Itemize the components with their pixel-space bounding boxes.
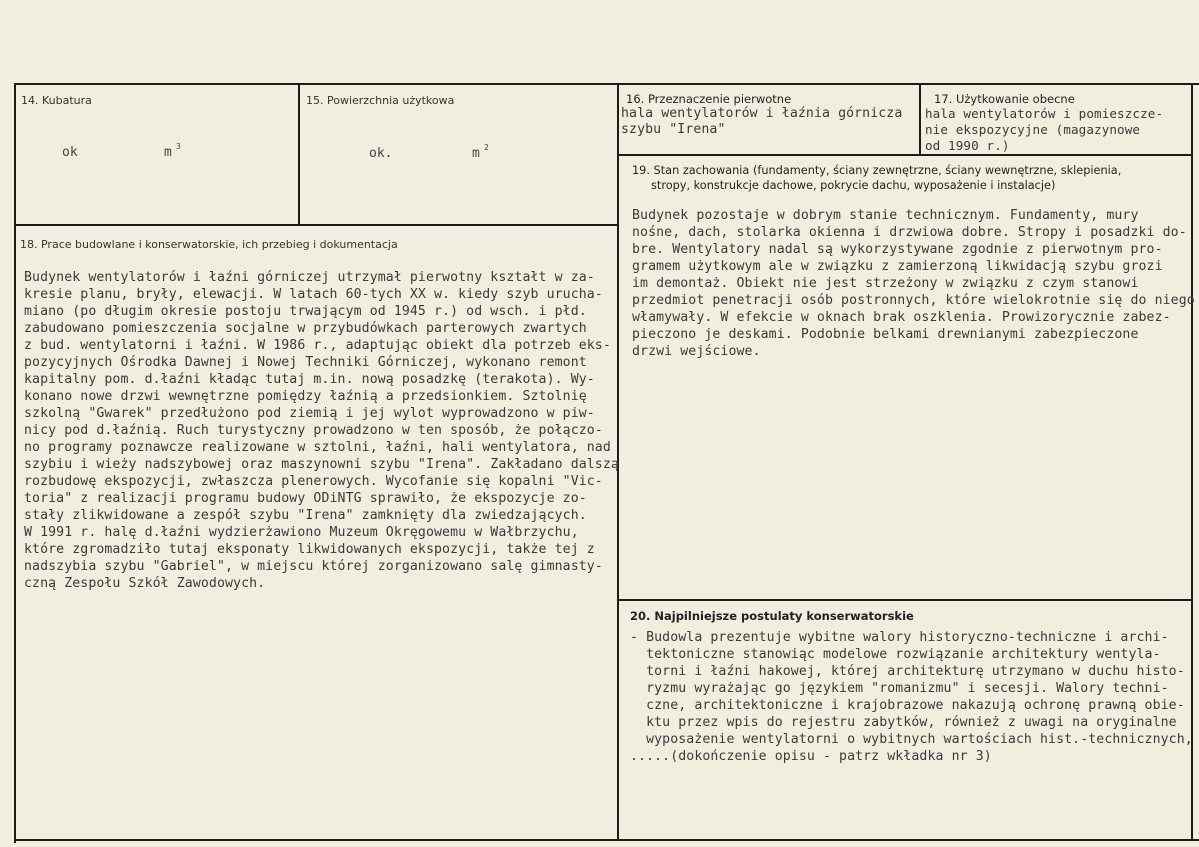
prace-line: konano nowe drzwi wewnętrzne pomiędzy łaźnią a przedsionkiem. Sztolnię: [24, 389, 587, 404]
prace-line: W 1991 r. halę d.łaźni wydzierżawiono Muzeum Okręgowemu w Wałbrzychu,: [24, 525, 579, 540]
powierzchnia-value: ok.: [369, 146, 393, 161]
kubatura-label: 14. Kubatura: [21, 94, 92, 107]
prace-line: które zgromadziło tutaj eksponaty likwidowanych ekspozycji, także tej z: [24, 542, 595, 557]
divider: [298, 83, 300, 226]
postulaty-line: ktu przez wpis do rejestru zabytków, również z uwagi na oryginalne: [630, 715, 1177, 730]
divider: [618, 154, 1193, 156]
divider: [14, 839, 1199, 841]
prace-line: kresie planu, bryły, elewacji. W latach 60-tych XX w. kiedy szyb urucha-: [24, 287, 603, 302]
prace-line: nadszybia szybu "Gabriel", w miejscu której zorganizowano salę gimnasty-: [24, 559, 603, 574]
postulaty-line: czne, architektoniczne i krajobrazowe nakazują ochronę prawną obie-: [630, 698, 1185, 713]
stan-line: włamywały. W efekcie w oknach brak oszklenia. Prowizorycznie zabez-: [632, 310, 1171, 325]
uzytkowanie-line-3: od 1990 r.): [925, 138, 1010, 153]
prace-line: zabudowano pomieszczenia socjalne w przybudówkach parterowych zwartych: [24, 321, 587, 336]
powierzchnia-unit: m: [472, 146, 480, 161]
stan-line: bre. Wentylatory nadal są wykorzystywane zgodnie z pierwotnym pro-: [632, 242, 1163, 257]
prace-line: nicy pod d.łaźnią. Ruch turystyczny prowadzono w ten sposób, że połączo-: [24, 423, 603, 438]
stan-line: drzwi wejściowe.: [632, 344, 761, 359]
powierzchnia-unit-sup: 2: [484, 143, 489, 152]
postulaty-line: - Budowla prezentuje wybitne walory historyczno-techniczne i archi-: [630, 630, 1169, 645]
postulaty-line: ryzmu wyrażając go językiem "romanizmu" i secesji. Walory techni-: [630, 681, 1169, 696]
prace-line: rozbudowę ekspozycji, zwłaszcza plenerowych. Wycofanie się kopalni "Vic-: [24, 474, 603, 489]
postulaty-line: torni i łaźni hakowej, której architekturę utrzymano w duchu histo-: [630, 664, 1185, 679]
stan-line: Budynek pozostaje w dobrym stanie technicznym. Fundamenty, mury: [632, 208, 1139, 223]
przeznaczenie-label: 16. Przeznaczenie pierwotne: [626, 92, 792, 106]
prace-line: no programy poznawcze realizowane w sztolni, łaźni, hali wentylatora, nad: [24, 440, 611, 455]
powierzchnia-label: 15. Powierzchnia użytkowa: [306, 94, 455, 107]
uzytkowanie-label: 17. Użytkowanie obecne: [934, 92, 1075, 106]
uzytkowanie-line-1: hala wentylatorów i pomieszcze-: [925, 106, 1164, 121]
postulaty-line: wyposażenie wentylatorni o wybitnych wartościach hist.-technicznych,: [630, 732, 1193, 747]
kubatura-unit: m: [164, 145, 172, 160]
prace-line: Budynek wentylatorów i łaźni górniczej utrzymał pierwotny kształt w za-: [24, 270, 595, 285]
uzytkowanie-line-2: nie ekspozycyjne (magazynowe: [925, 122, 1141, 137]
prace-line: z bud. wentylatorni i łaźni. W 1986 r., adaptując obiekt dla potrzeb eks-: [24, 338, 611, 353]
prace-line: czną Zespołu Szkół Zawodowych.: [24, 576, 266, 591]
divider: [919, 83, 921, 155]
przeznaczenie-line-1: hala wentylatorów i łaźnia górnicza: [621, 106, 903, 121]
prace-line: szybiu i wieży nadszybowej oraz maszynowni szybu "Irena". Zakładano dalszą: [24, 457, 619, 472]
stan-line: przedmiot penetracji osób postronnych, które wielokrotnie się do niego: [632, 293, 1195, 308]
stan-label-line-1: 19. Stan zachowania (fundamenty, ściany zewnętrzne, ściany wewnętrzne, sklepienia,: [632, 164, 1122, 177]
stan-line: im demontaż. Obiekt nie jest strzeżony w związku z czym stanowi: [632, 276, 1139, 291]
prace-line: miano (po długim okresie postoju trwającym od 1945 r.) od wsch. i płd.: [24, 304, 587, 319]
kubatura-unit-sup: 3: [176, 142, 181, 151]
stan-line: gramem użytkowym ale w związku z zamierzoną likwidacją szybu grozi: [632, 259, 1163, 274]
prace-line: szkolną "Gwarek" przedłużono pod ziemią i jej wylot wyprowadzono w piw-: [24, 406, 595, 421]
prace-line: kapitalny pom. d.łaźni kładąc tutaj m.in. nową posadzkę (terakota). Wy-: [24, 372, 595, 387]
prace-line: toria" z realizacji programu budowy ODiNTG sprawiło, że ekspozycje zo-: [24, 491, 587, 506]
stan-label-line-2: stropy, konstrukcje dachowe, pokrycie dachu, wyposażenie i instalacje): [651, 179, 1056, 192]
prace-line: stały zlikwidowane a zespół szybu "Irena" zamknięty dla zwiedzających.: [24, 508, 587, 523]
divider: [14, 83, 1199, 85]
przeznaczenie-line-2: szybu "Irena": [621, 122, 726, 137]
prace-line: pozycyjnych Ośrodka Dawnej i Nowej Techniki Górniczej, wykonano remont: [24, 355, 587, 370]
divider: [1191, 83, 1193, 841]
divider: [14, 83, 16, 843]
prace-label: 18. Prace budowlane i konserwatorskie, ich przebieg i dokumentacja: [20, 238, 398, 251]
postulaty-line: tektoniczne stanowiąc modelowe rozwiązanie architektury wentyla-: [630, 647, 1161, 662]
stan-line: nośne, dach, stolarka okienna i drzwiowa dobre. Stropy i posadzki do-: [632, 225, 1187, 240]
divider: [14, 224, 618, 226]
postulaty-line: .....(dokończenie opisu - patrz wkładka nr 3): [630, 749, 992, 764]
stan-line: pieczono je deskami. Podobnie belkami drewnianymi zabezpieczone: [632, 327, 1139, 342]
kubatura-value: ok: [62, 145, 78, 160]
postulaty-label: 20. Najpilniejsze postulaty konserwatorskie: [630, 609, 914, 623]
divider: [618, 599, 1193, 601]
